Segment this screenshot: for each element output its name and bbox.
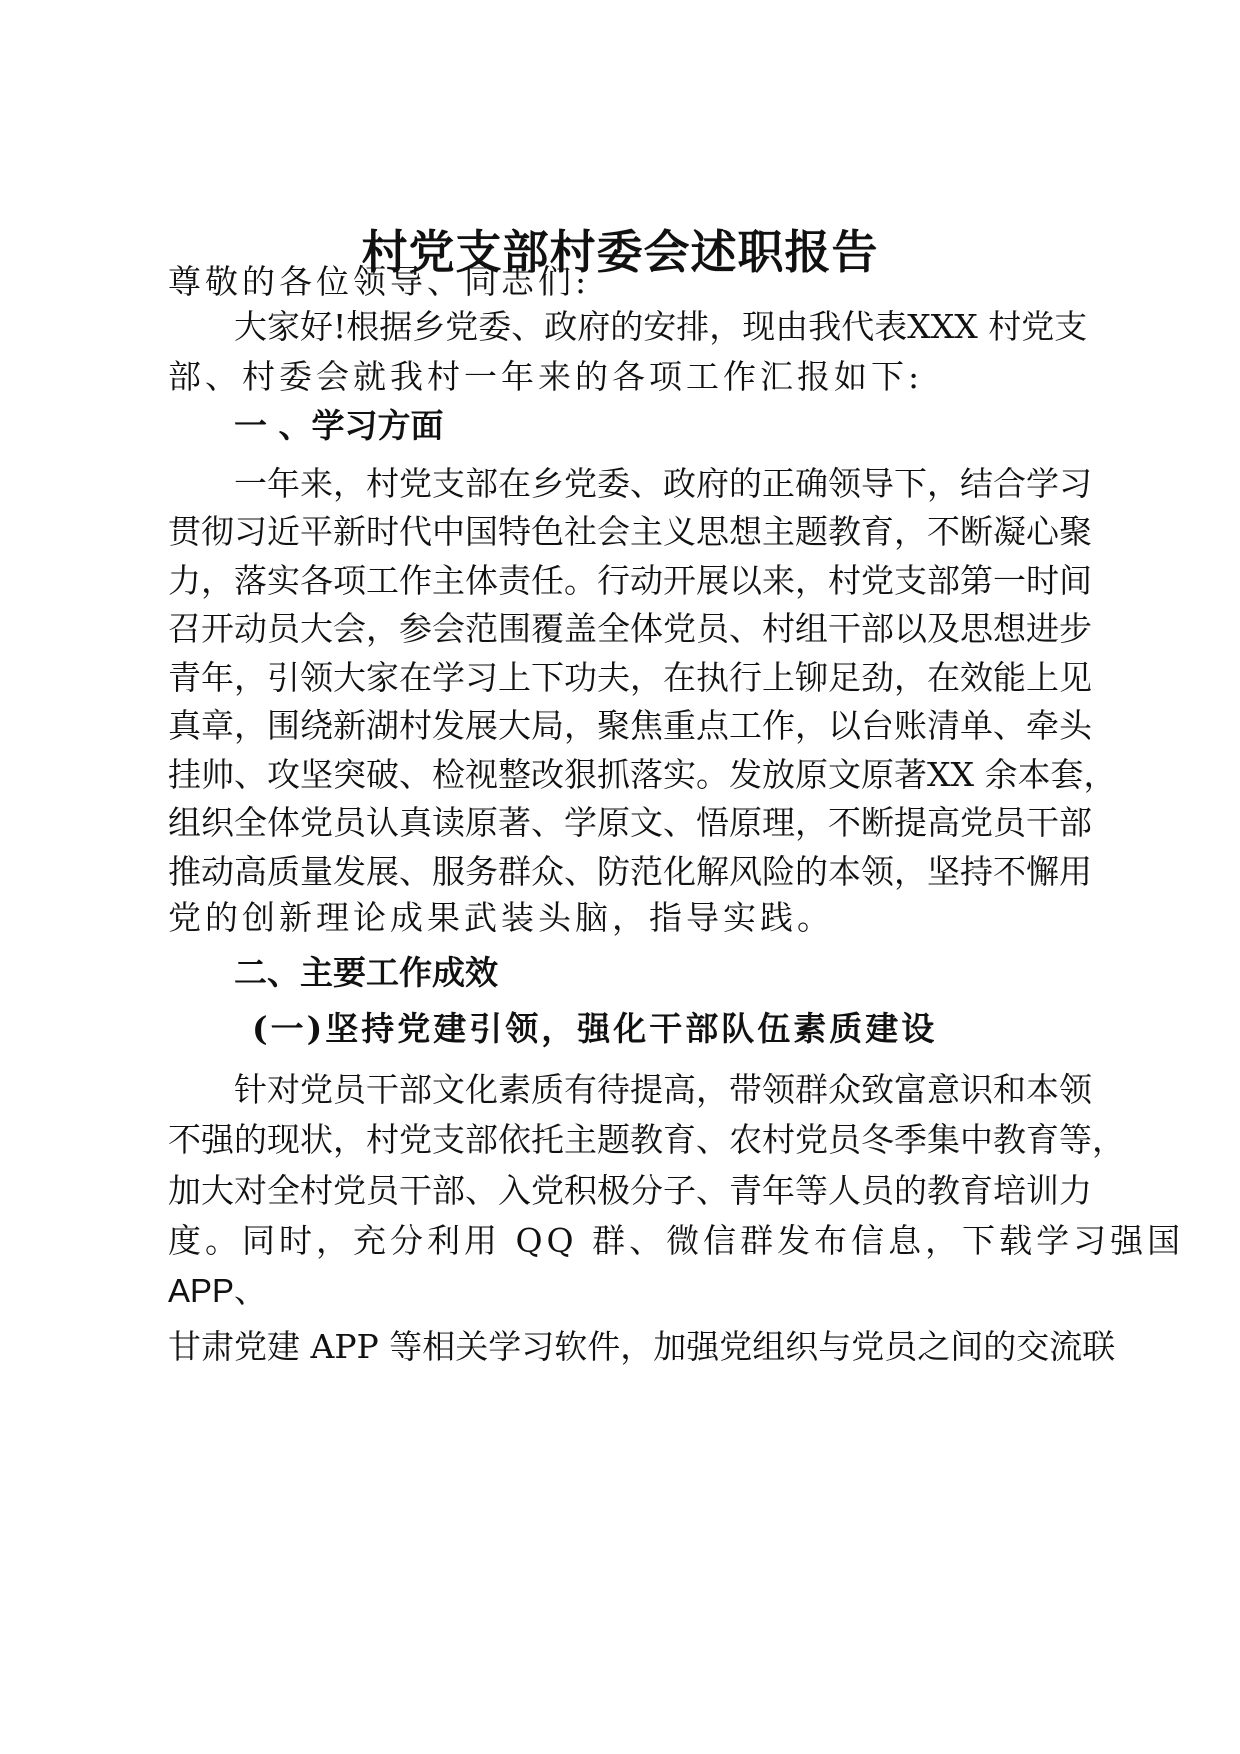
section-1-line-10: 党的创新理论成果武装头脑，指导实践。 <box>168 898 834 937</box>
section-1-line-8: 组织全体党员认真读原著、学原文、悟原理，不断提高党员干部 <box>168 803 1092 842</box>
subsection-1-line-2: 不强的现状，村党支部依托主题教育、农村党员冬季集中教育等， <box>168 1120 1125 1159</box>
section-2-heading: 二、主要工作成效 <box>234 953 498 992</box>
section-1-line-6: 真章，围绕新湖村发展大局，聚焦重点工作，以台账清单、牵头 <box>168 706 1092 745</box>
section-1-line-9: 推动高质量发展、服务群众、防范化解风险的本领，坚持不懈用 <box>168 852 1092 891</box>
section-1-line-3: 力，落实各项工作主体责任。行动开展以来，村党支部第一时间 <box>168 561 1092 600</box>
subsection-1-line-3: 加大对全村党员干部、入党积极分子、青年等人员的教育培训力 <box>168 1171 1092 1210</box>
section-1-heading: 一 、学习方面 <box>234 406 444 445</box>
salutation: 尊敬的各位领导、同志们: <box>168 262 591 301</box>
subsection-1-line-1: 针对党员干部文化素质有待提高，带领群众致富意识和本领 <box>234 1070 1092 1109</box>
section-1-line-1: 一年来，村党支部在乡党委、政府的正确领导下，结合学习 <box>234 464 1092 503</box>
subsection-1-heading: (一)坚持党建引领，强化干部队伍素质建设 <box>252 1009 938 1048</box>
intro-line-1: 大家好!根据乡党委、政府的安排，现由我代表XXX 村党支 <box>234 307 1088 346</box>
subsection-1-line-5: APP、 <box>168 1272 268 1309</box>
section-1-line-2: 贯彻习近平新时代中国特色社会主义思想主题教育，不断凝心聚 <box>168 512 1092 551</box>
section-1-line-7: 挂帅、攻坚突破、检视整改狠抓落实。发放原文原著XX 余本套， <box>168 755 1117 794</box>
subsection-1-line-4: 度。同时，充分利用 QQ 群、微信群发布信息，下载学习强国 <box>168 1221 1185 1260</box>
section-1-line-4: 召开动员大会，参会范围覆盖全体党员、村组干部以及思想进步 <box>168 609 1092 648</box>
document-title: 村党支部村委会述职报告 <box>361 225 879 279</box>
subsection-1-line-6: 甘肃党建 APP 等相关学习软件，加强党组织与党员之间的交流联 <box>168 1327 1116 1366</box>
intro-line-2: 部、村委会就我村一年来的各项工作汇报如下: <box>168 357 924 396</box>
section-1-line-5: 青年，引领大家在学习上下功夫，在执行上铆足劲，在效能上见 <box>168 658 1092 697</box>
